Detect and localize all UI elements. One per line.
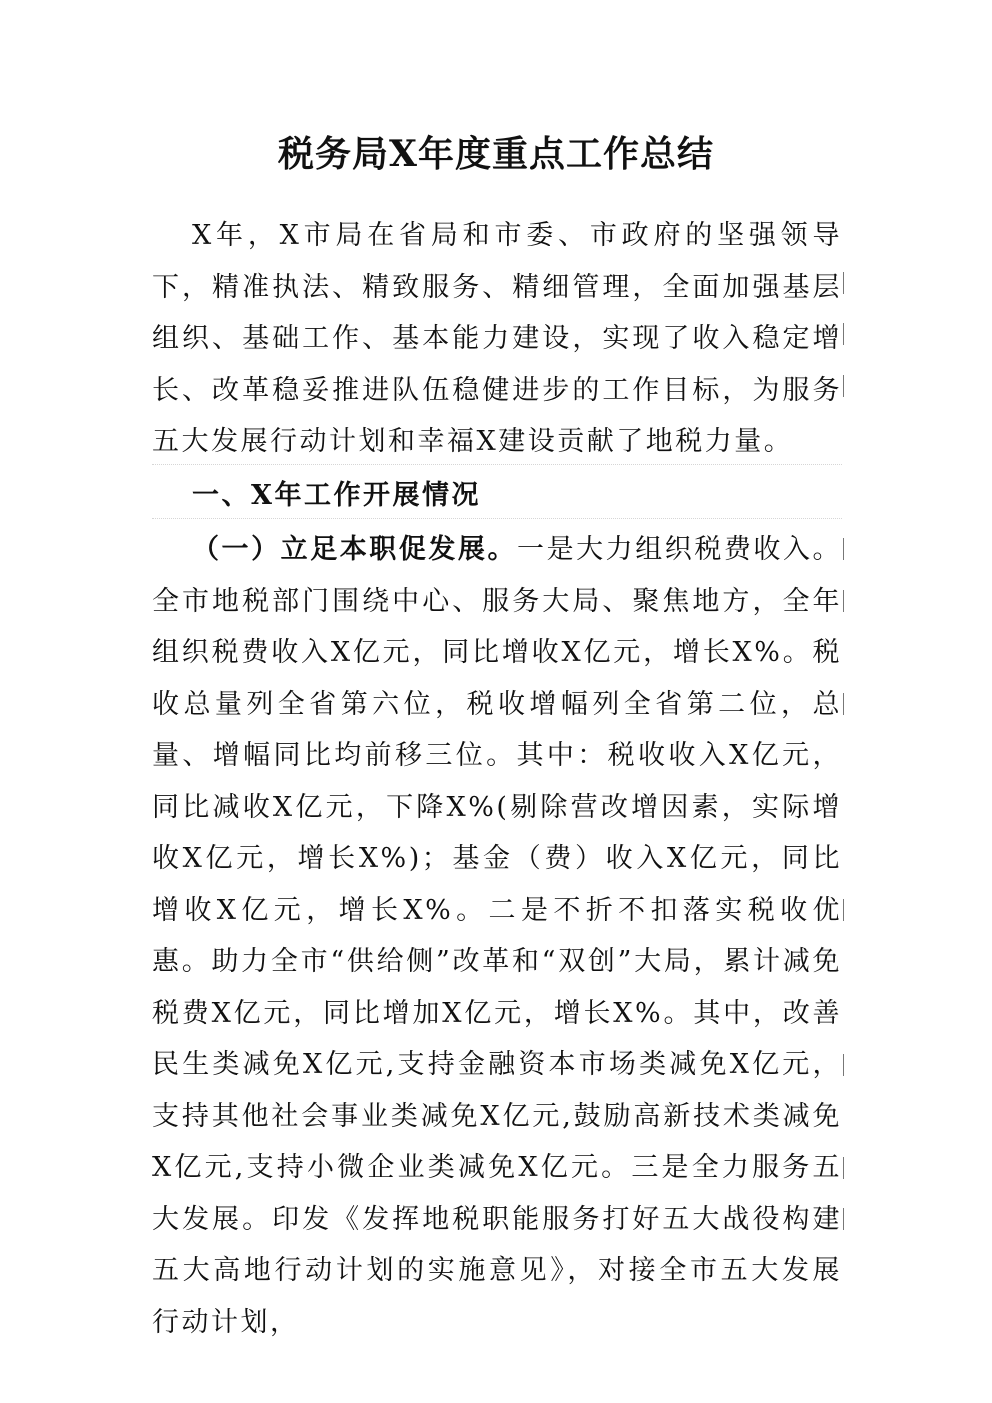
section-heading: 一、X年工作开展情况 [192,480,481,511]
margin-mark [843,375,844,397]
document-title: 税务局X年度重点工作总结 [278,133,714,175]
subsection-paragraph [152,524,842,1348]
separator-line [152,464,842,465]
margin-mark [843,899,844,921]
margin-mark [843,538,844,560]
intro-paragraph: X年，X市局在省局和市委、市政府的坚强领导下，精准执法、精致服务、精细管理，全面加强基层组织、基础工作、基本能力建设，实现了收入稳定增长、改革稳妥推进队伍稳健进步的工作目标，为服务五大发展行动计划和幸福X建设贡献了地税力量。 [152,220,842,457]
margin-mark [843,1157,844,1179]
margin-mark [843,590,844,612]
subsection-text: 一是大力组织税费收入。全市地税部门围绕中心、服务大局、聚焦地方，全年组织税费收入X亿元，同比增收X亿元，增长X%。税收总量列全省第六位，税收增幅列全省第二位，总量、增幅同比均前移三位。其中：税收收入X亿元，同比减收X亿元，下降X%(剔除营改增因素，实际增收X亿元，增长X%)；基金（费）收入X亿元，同比增收X亿元，增长X%。二是不折不扣落实税收优惠。助力全市“供给侧”改革和“双创”大局，累计减免税费X亿元，同比增加X亿元，增长X%。其中，改善民生类减免X亿元,支持金融资本市场类减免X亿元，支持其他社会事业类减免X亿元,鼓励高新技术类减免X亿元,支持小微企业类减免X亿元。三是全力服务五大发展。印发《发挥地税职能服务打好五大战役构建五大高地行动计划的实施意见》，对接全市五大发展行动计划， [152,534,843,1338]
margin-mark [843,323,844,345]
subsection-lead: （一）立足本职促发展。 [192,534,518,565]
margin-mark [843,693,844,715]
separator-line [152,518,842,519]
margin-mark [843,1054,844,1076]
margin-mark [843,272,844,294]
margin-mark [843,1208,844,1230]
